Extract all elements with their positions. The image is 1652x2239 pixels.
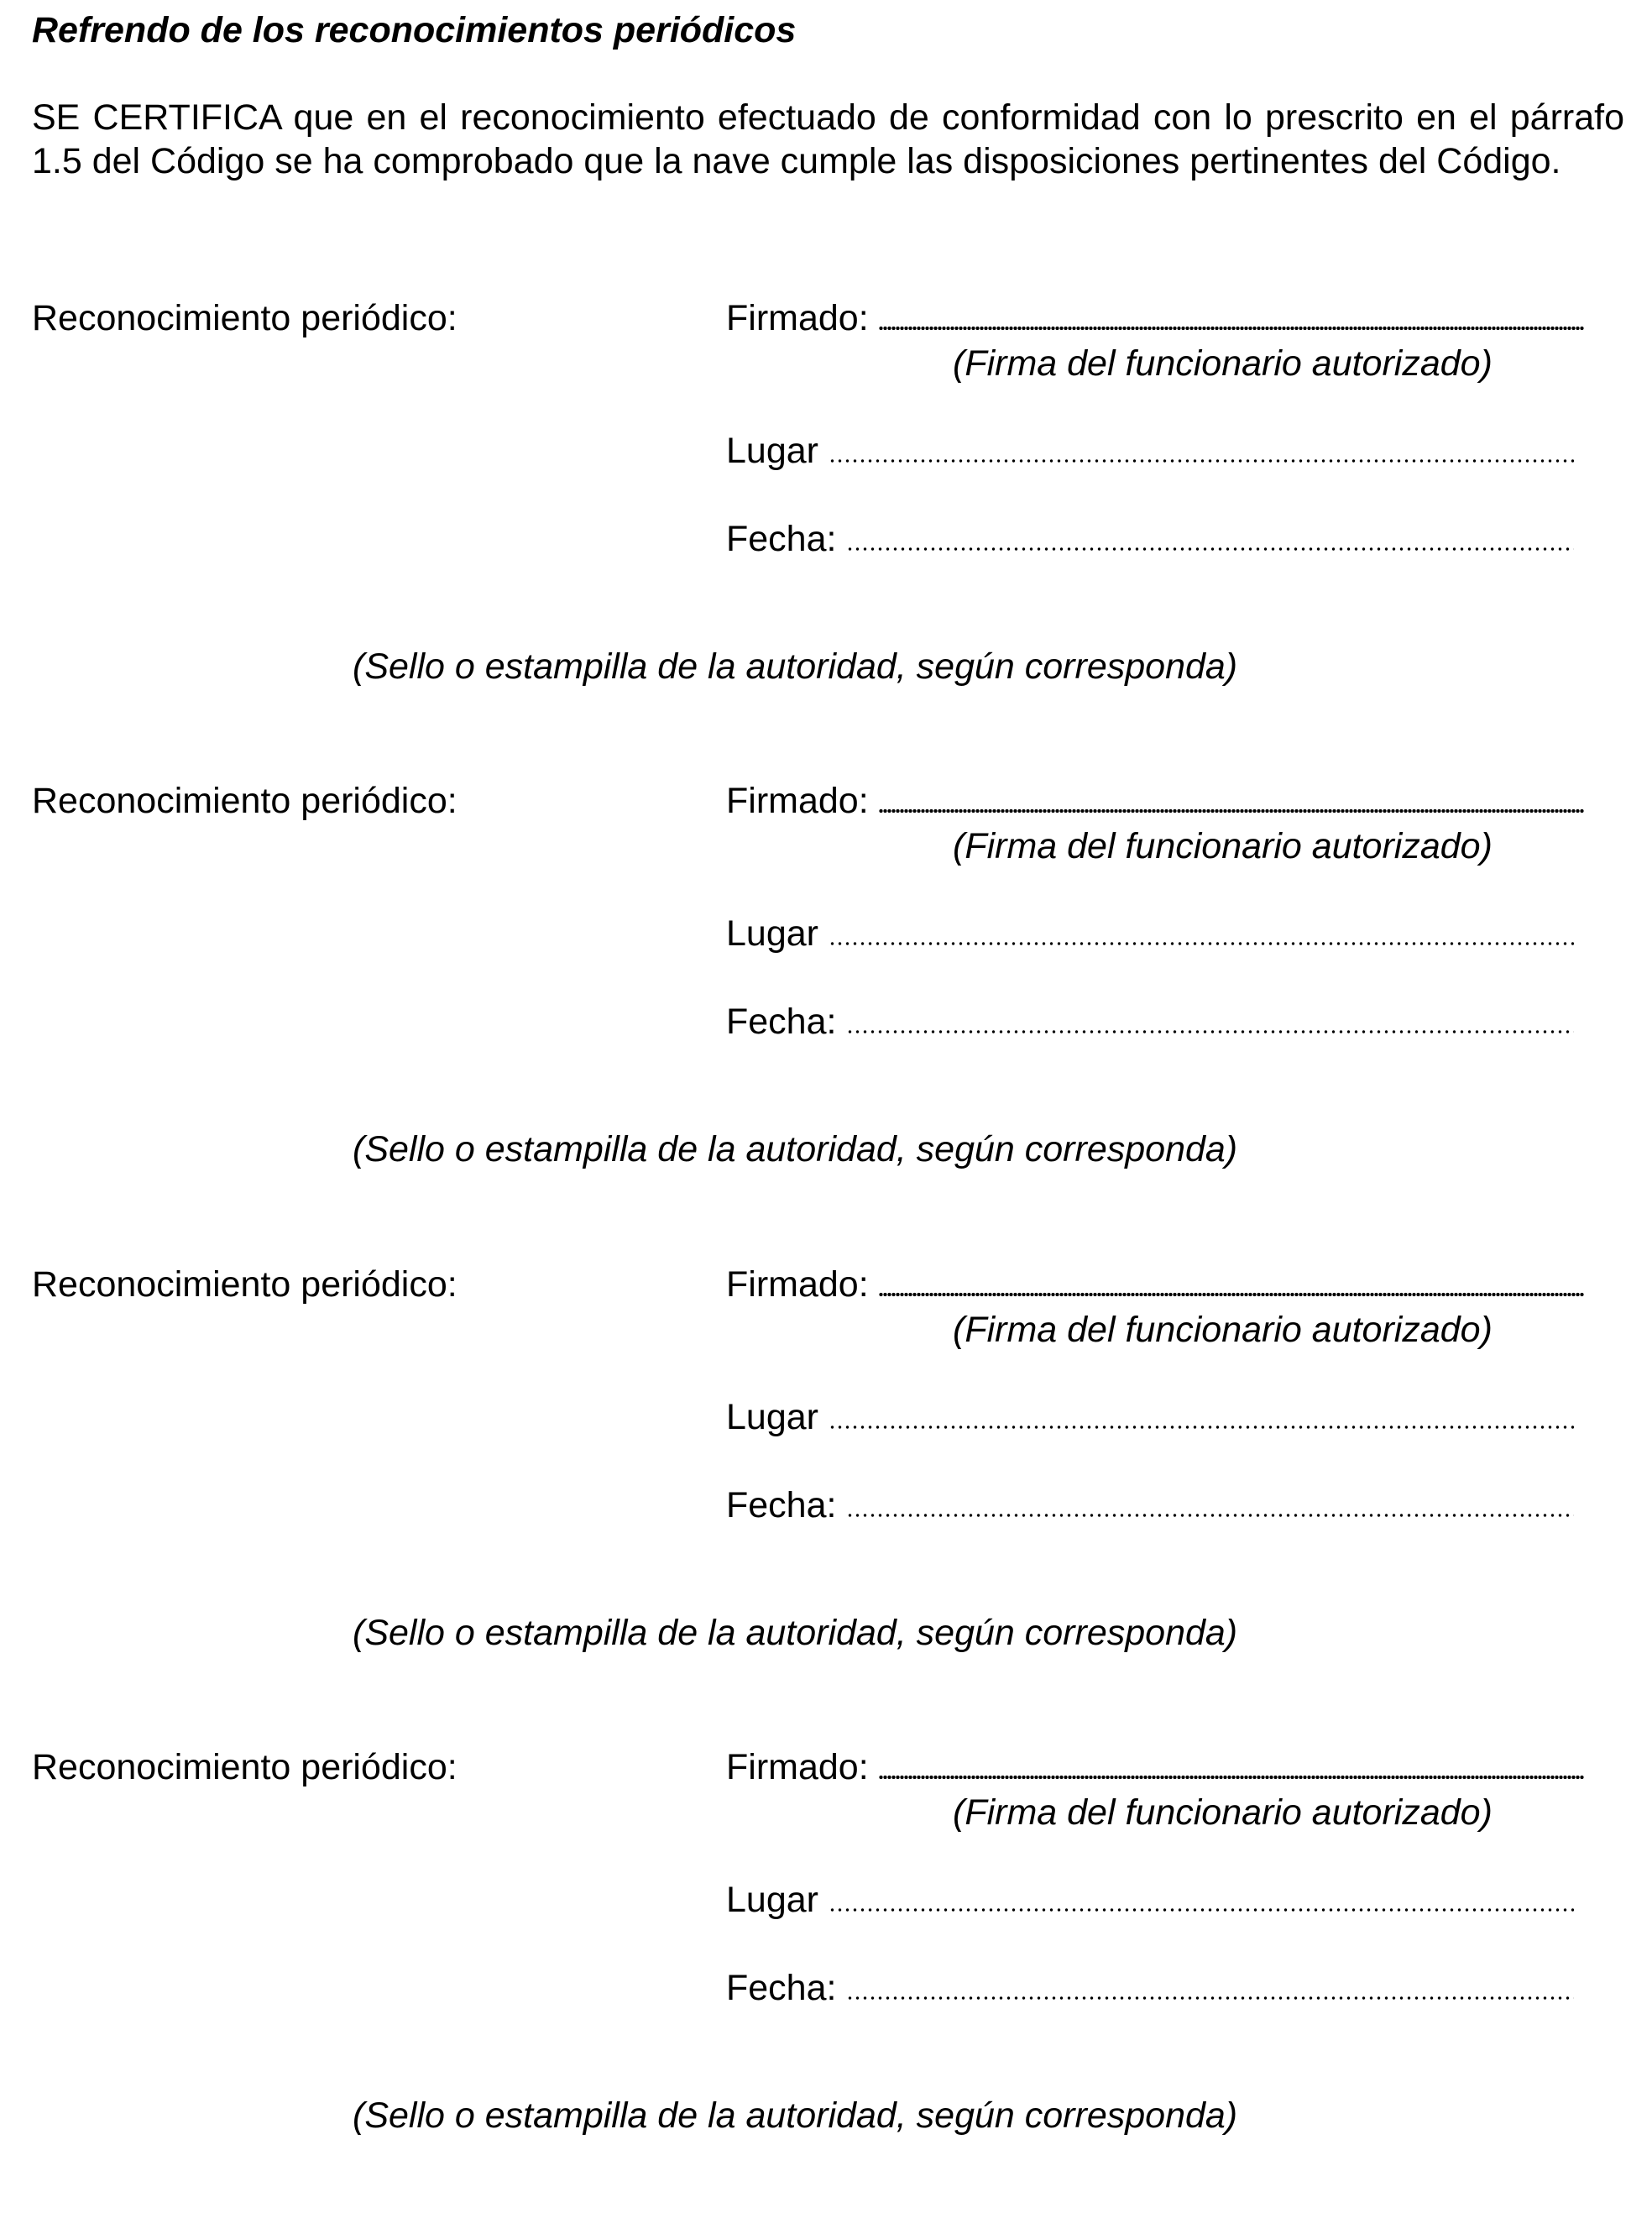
- place-field[interactable]: [726, 913, 1574, 955]
- signature-caption: (Firma del funcionario autorizado): [953, 1310, 1493, 1350]
- date-label: Fecha:: [726, 519, 837, 559]
- date-label: Fecha:: [726, 1002, 837, 1042]
- signed-field[interactable]: [726, 1747, 1584, 1788]
- date-line[interactable]: [846, 1511, 1574, 1520]
- endorsement-label: Reconocimiento periódico:: [32, 1747, 457, 1787]
- signed-label: Firmado:: [726, 781, 869, 821]
- signed-label: Firmado:: [726, 298, 869, 338]
- endorsement-block: [0, 781, 1652, 1251]
- stamp-note: (Sello o estampilla de la autoridad, según corresponda): [353, 646, 1238, 687]
- date-line[interactable]: [846, 545, 1574, 553]
- signed-field[interactable]: [726, 1264, 1584, 1305]
- endorsement-block: [0, 1747, 1652, 2217]
- signature-line[interactable]: [879, 324, 1584, 332]
- place-line[interactable]: [829, 939, 1574, 948]
- place-field[interactable]: [726, 431, 1574, 472]
- signature-line[interactable]: [879, 807, 1584, 815]
- date-field[interactable]: [726, 1002, 1574, 1043]
- date-field[interactable]: [726, 519, 1574, 560]
- place-field[interactable]: [726, 1880, 1574, 1921]
- place-field[interactable]: [726, 1397, 1574, 1438]
- signature-line[interactable]: [879, 1773, 1584, 1781]
- signature-caption: (Firma del funcionario autorizado): [953, 343, 1493, 384]
- date-line[interactable]: [846, 1994, 1574, 2002]
- place-label: Lugar: [726, 431, 818, 471]
- endorsement-label: Reconocimiento periódico:: [32, 1264, 457, 1305]
- stamp-note: (Sello o estampilla de la autoridad, según corresponda): [353, 2095, 1238, 2136]
- stamp-note: (Sello o estampilla de la autoridad, según corresponda): [353, 1129, 1238, 1169]
- signed-field[interactable]: [726, 781, 1584, 822]
- place-line[interactable]: [829, 1423, 1574, 1431]
- place-label: Lugar: [726, 913, 818, 954]
- certification-paragraph: SE CERTIFICA que en el reconocimiento efectuado de conformidad con lo prescrito en el párrafo 1.5 del Código se ha comprobado que la nave cumple las disposiciones pertinentes del Código.: [32, 97, 1624, 181]
- place-line[interactable]: [829, 1906, 1574, 1914]
- date-line[interactable]: [846, 1028, 1574, 1036]
- document-title: Refrendo de los reconocimientos periódicos: [32, 10, 797, 50]
- signature-caption: (Firma del funcionario autorizado): [953, 826, 1493, 866]
- signature-caption: (Firma del funcionario autorizado): [953, 1792, 1493, 1833]
- place-label: Lugar: [726, 1880, 818, 1920]
- signature-line[interactable]: [879, 1290, 1584, 1299]
- stamp-note: (Sello o estampilla de la autoridad, según corresponda): [353, 1613, 1238, 1653]
- endorsement-block: [0, 1264, 1652, 1734]
- signed-label: Firmado:: [726, 1264, 869, 1305]
- endorsement-label: Reconocimiento periódico:: [32, 298, 457, 338]
- signed-field[interactable]: [726, 298, 1584, 339]
- place-label: Lugar: [726, 1397, 818, 1437]
- endorsement-block: [0, 298, 1652, 768]
- date-field[interactable]: [726, 1485, 1574, 1526]
- date-label: Fecha:: [726, 1485, 837, 1525]
- signed-label: Firmado:: [726, 1747, 869, 1787]
- date-field[interactable]: [726, 1968, 1574, 2009]
- date-label: Fecha:: [726, 1968, 837, 2008]
- place-line[interactable]: [829, 457, 1574, 465]
- endorsement-label: Reconocimiento periódico:: [32, 781, 457, 821]
